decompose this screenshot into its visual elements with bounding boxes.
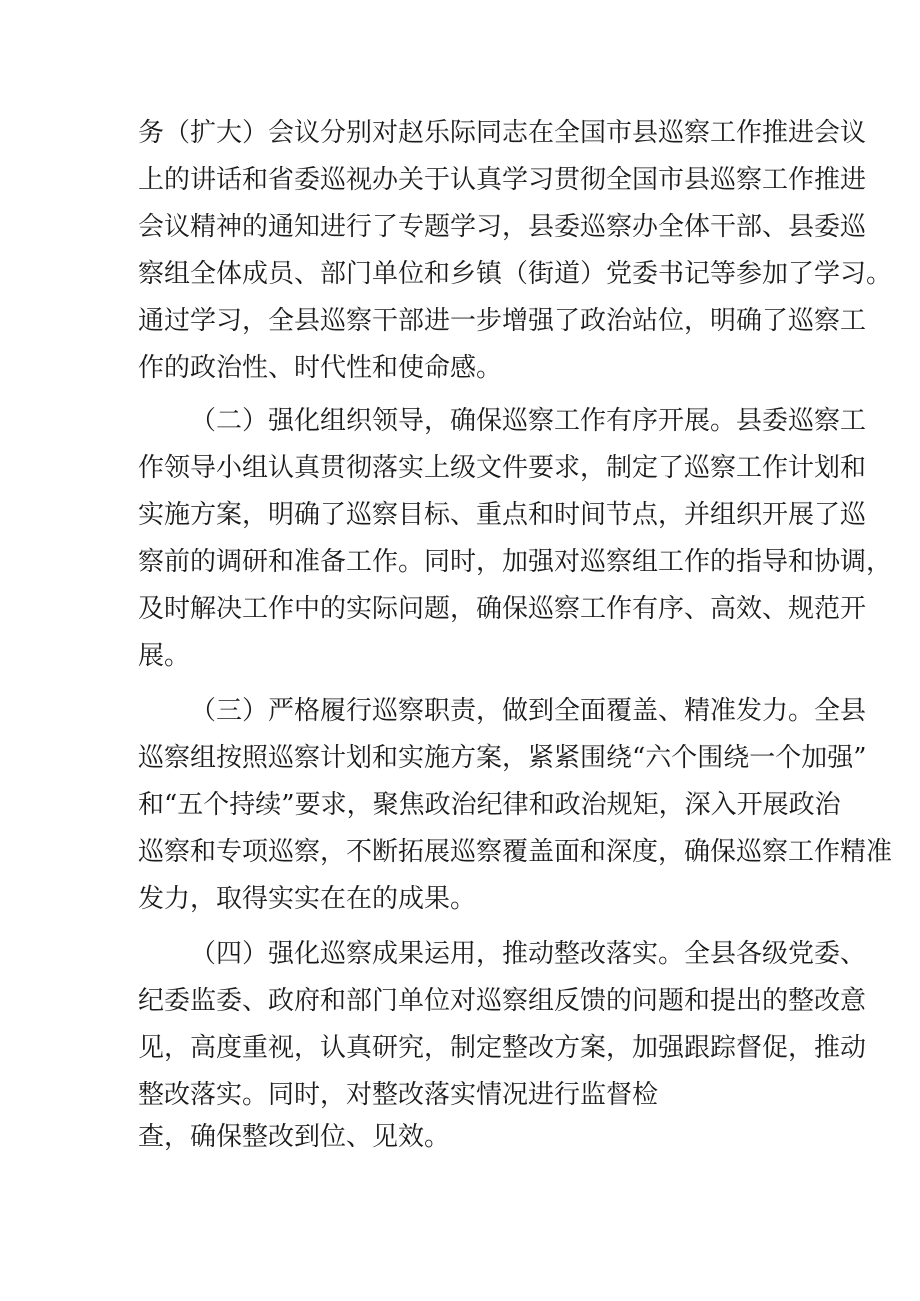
section-heading-line: （四）强化巡察成果运用，推动整改落实。全县各级党委、: [190, 939, 867, 969]
section-heading-line: （三）严格履行巡察职责，做到全面覆盖、精准发力。全县: [190, 696, 867, 726]
text-line: 发力，取得实实在在的成果。: [138, 884, 477, 914]
text-line: 察组全体成员、部门单位和乡镇（街道）党委书记等参加了学习。: [138, 259, 893, 289]
text-line: 展。: [138, 641, 191, 671]
text-line: 查，确保整改到位、见效。: [138, 1122, 451, 1152]
text-line: 整改落实。同时，对整改落实情况进行监督检: [138, 1080, 659, 1110]
text-line: 作领导小组认真贯彻落实上级文件要求，制定了巡察工作计划和: [138, 453, 867, 483]
text-line: 见，高度重视，认真研究，制定整改方案，加强跟踪督促，推动: [138, 1033, 867, 1063]
text-line: 察前的调研和准备工作。同时，加强对巡察组工作的指导和协调，: [138, 547, 893, 577]
text-line: 纪委监委、政府和部门单位对巡察组反馈的问题和提出的整改意: [138, 986, 867, 1016]
text-line: 会议精神的通知进行了专题学习，县委巡察办全体干部、县委巡: [138, 212, 867, 242]
text-line: 和“五个持续”要求，聚焦政治纪律和政治规矩，深入开展政治: [138, 790, 841, 820]
section-heading-line: （二）强化组织领导，确保巡察工作有序开展。县委巡察工: [190, 406, 867, 436]
text-line: 实施方案，明确了巡察目标、重点和时间节点，并组织开展了巡: [138, 500, 867, 530]
text-line: 巡察组按照巡察计划和实施方案，紧紧围绕“六个围绕一个加强”: [138, 743, 867, 773]
text-line: 上的讲话和省委巡视办关于认真学习贯彻全国市县巡察工作推进: [138, 165, 867, 195]
text-line: 巡察和专项巡察，不断拓展巡察覆盖面和深度，确保巡察工作精准: [138, 837, 893, 867]
text-line: 务（扩大）会议分别对赵乐际同志在全国市县巡察工作推进会议: [138, 118, 867, 148]
text-line: 及时解决工作中的实际问题，确保巡察工作有序、高效、规范开: [138, 594, 867, 624]
text-line: 作的政治性、时代性和使命感。: [138, 353, 503, 383]
text-line: 通过学习，全县巡察干部进一步增强了政治站位，明确了巡察工: [138, 306, 867, 336]
